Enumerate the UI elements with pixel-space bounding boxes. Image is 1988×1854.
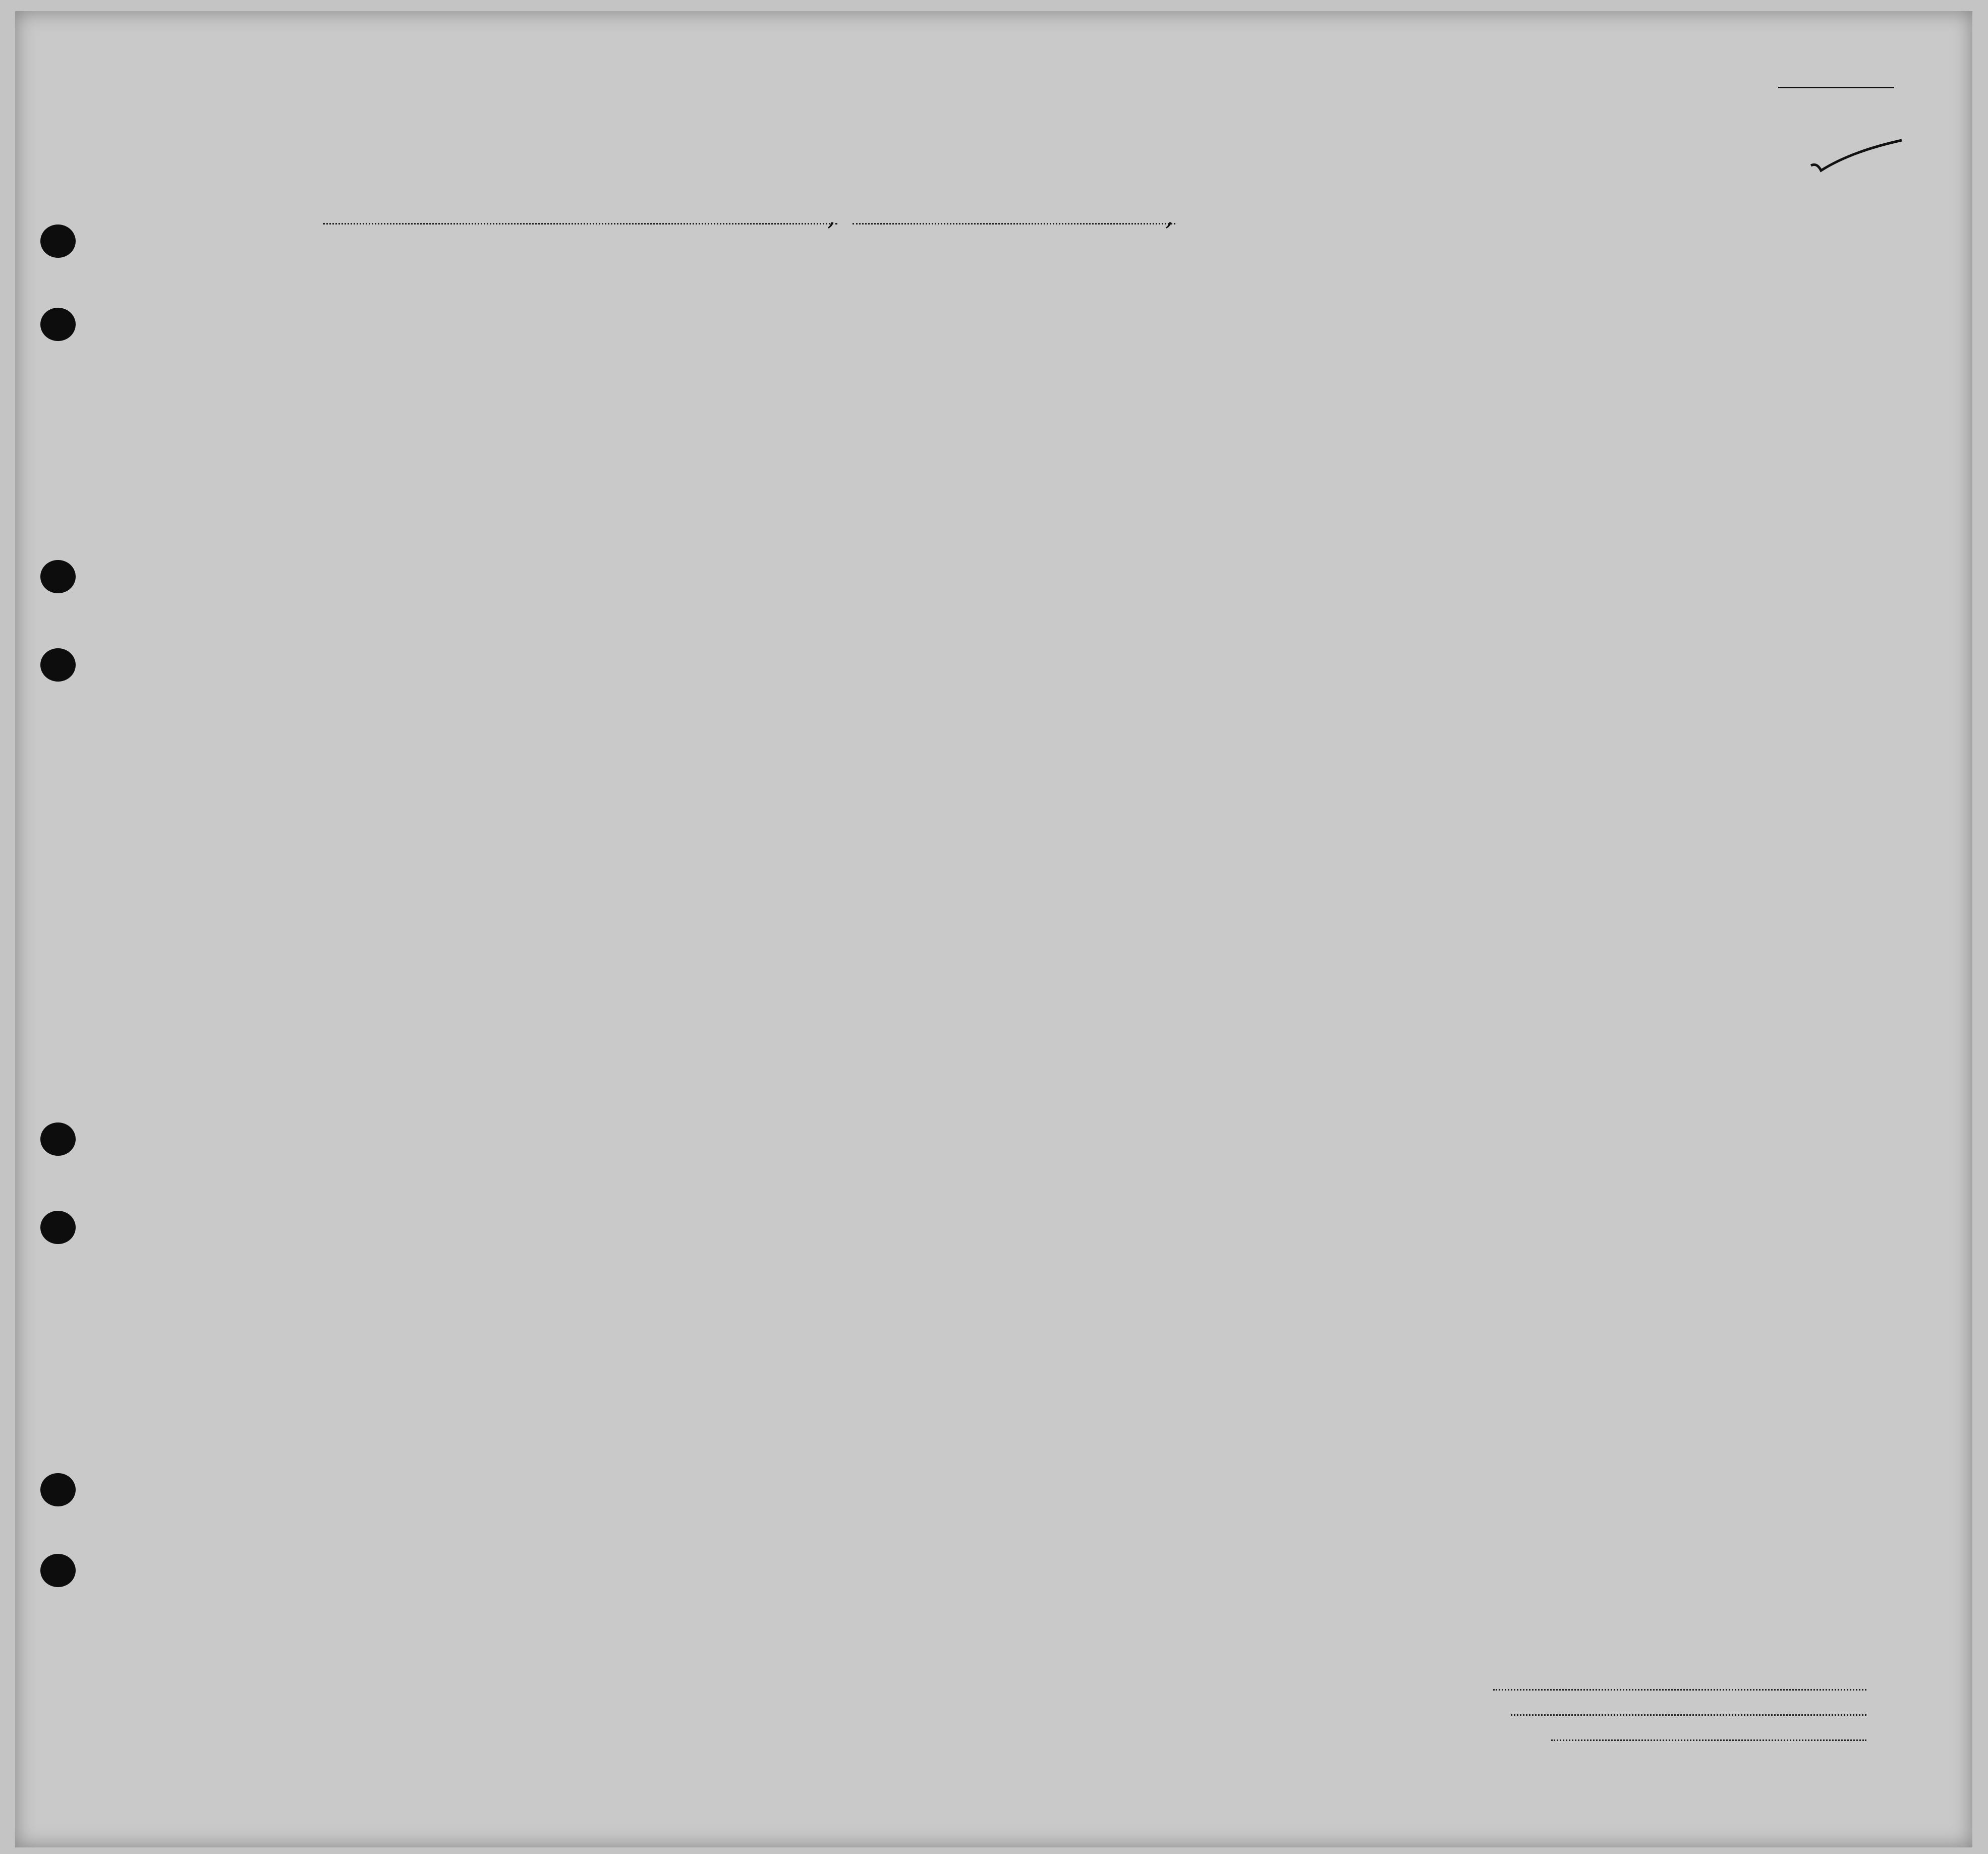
line-underline xyxy=(1493,1689,1866,1691)
comma-sep: , xyxy=(827,202,835,231)
owners-underline xyxy=(1511,1714,1866,1716)
agents-underline xyxy=(1551,1739,1866,1741)
comma-sep: , xyxy=(1165,202,1173,231)
